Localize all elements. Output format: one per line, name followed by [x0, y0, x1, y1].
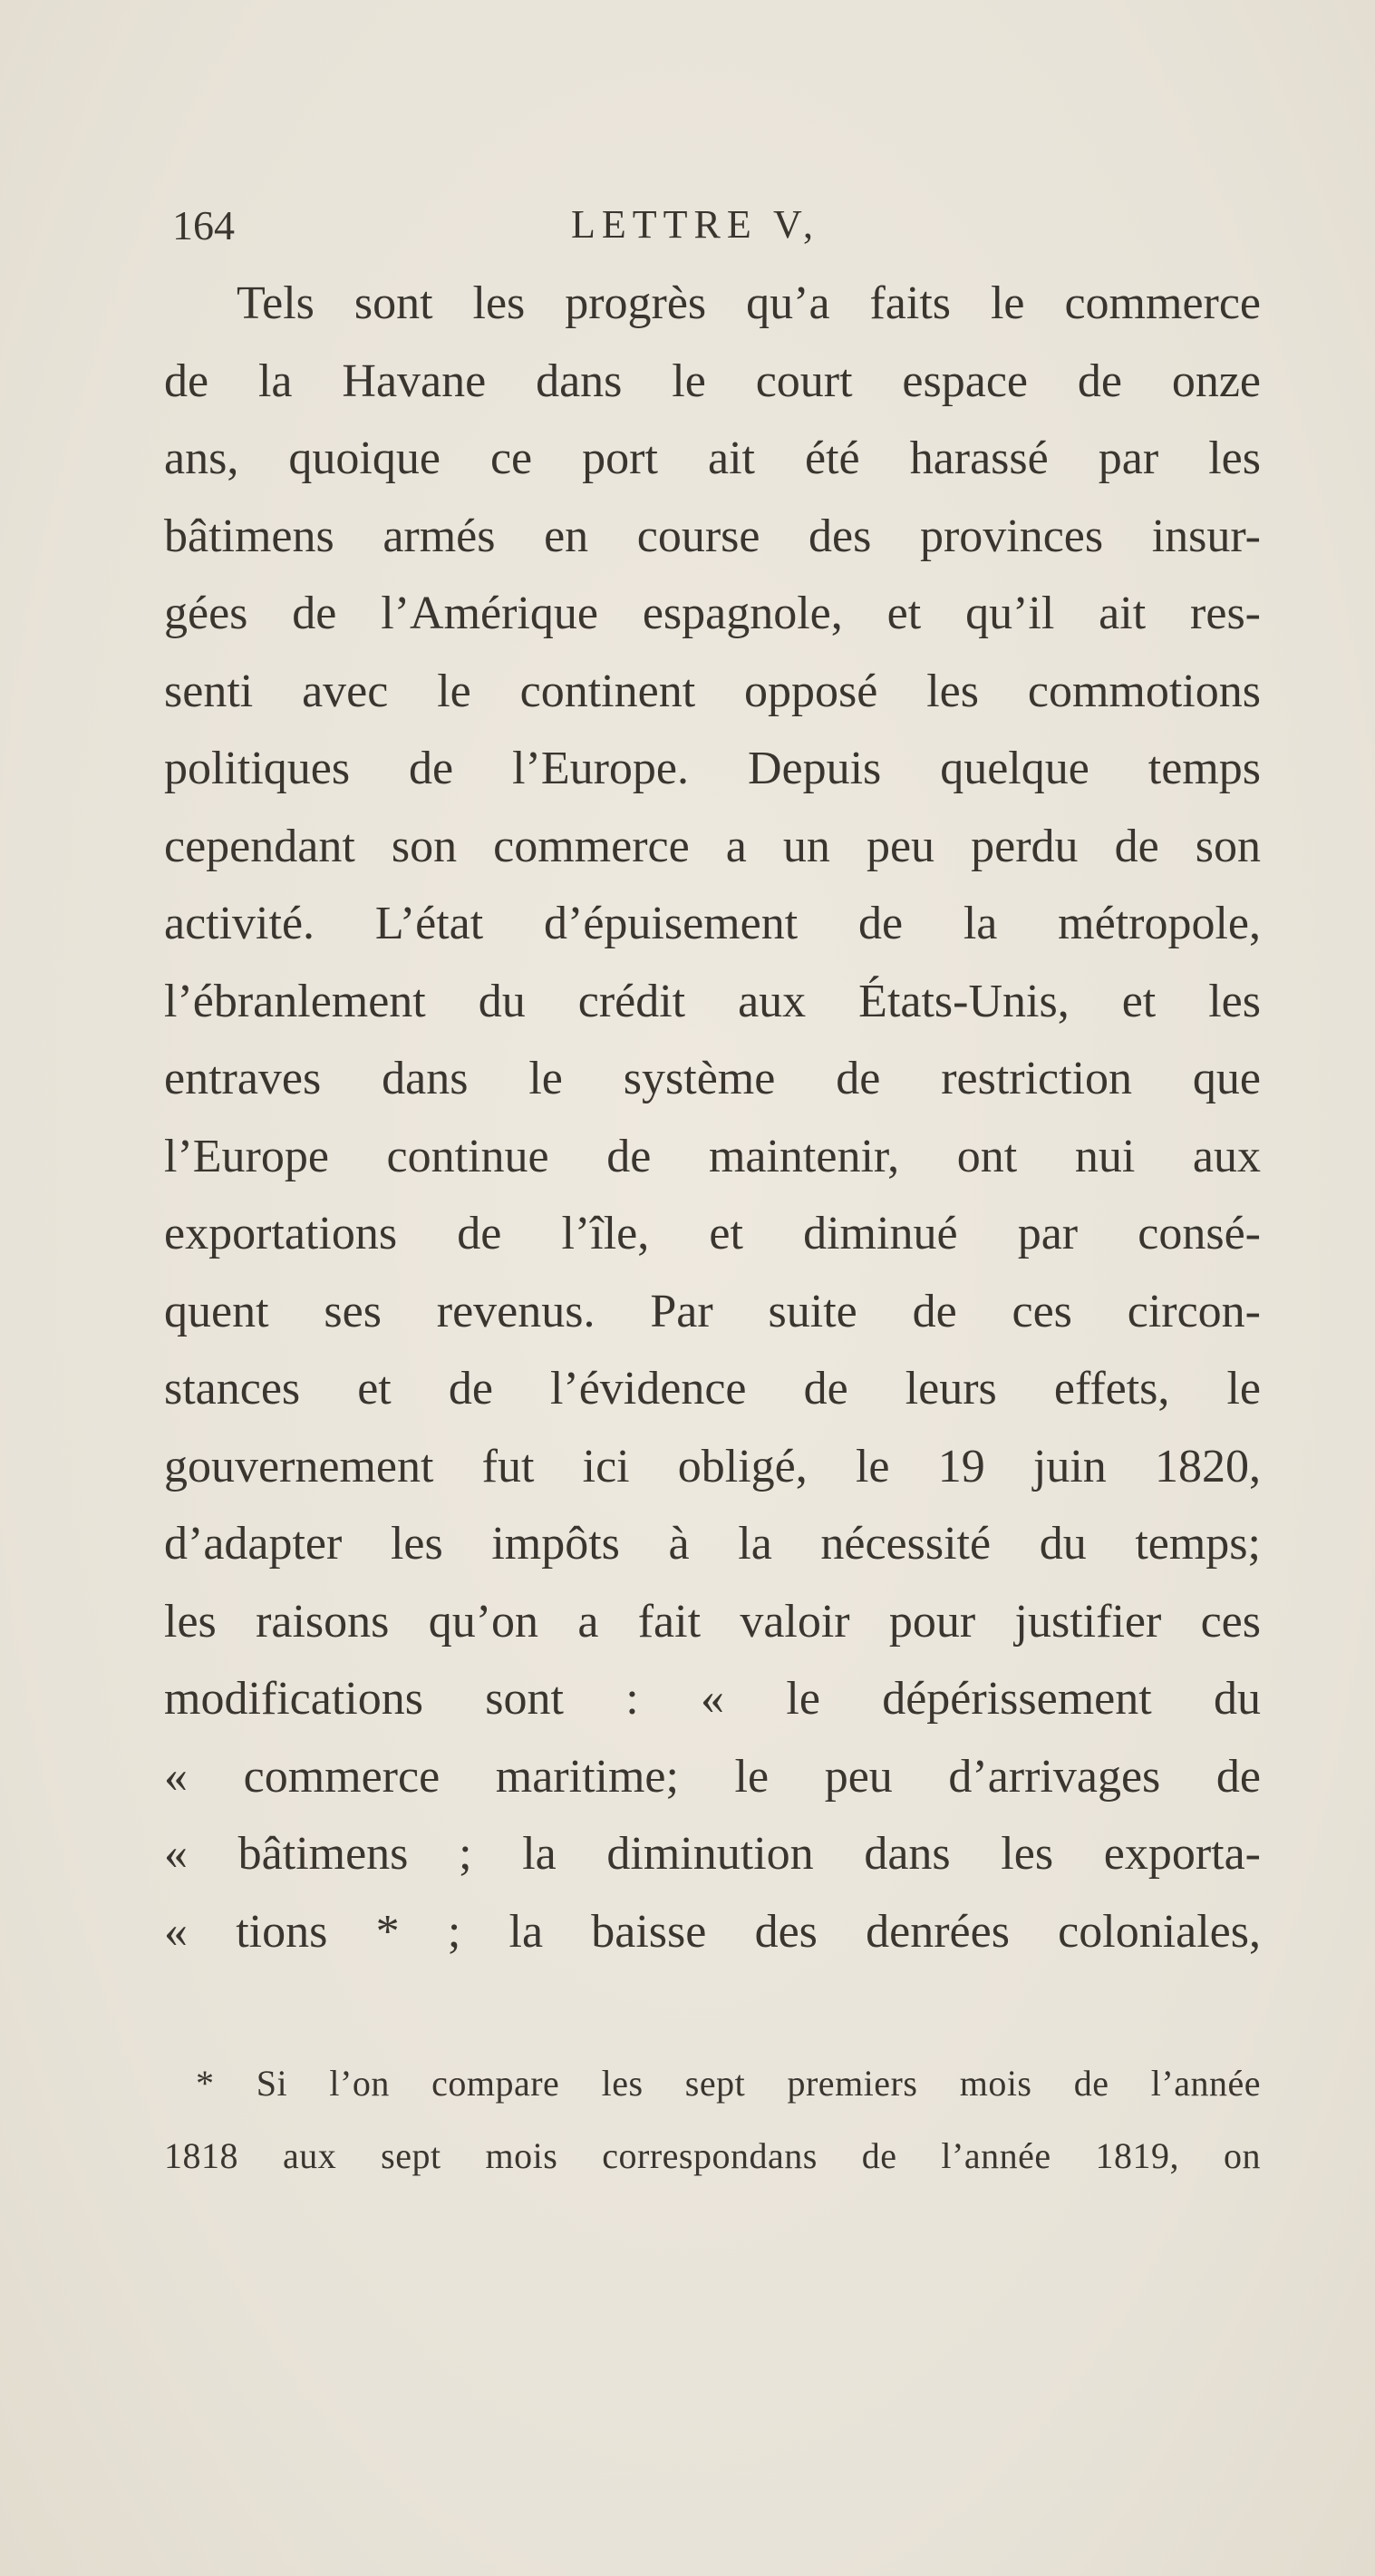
text-line: bâtimens armés en course des provinces insur-: [164, 510, 1261, 562]
footnote-line: 1818 aux sept mois correspondans de l’année 1819, on: [164, 2135, 1261, 2176]
text-line: entraves dans le système de restriction que: [164, 1053, 1261, 1104]
text-line: exportations de l’île, et diminué par consé-: [164, 1208, 1261, 1259]
text-line: « tions * ; la baisse des denrées coloniales,: [164, 1905, 1261, 1958]
text-line: l’ébranlement du crédit aux États-Unis, et les: [164, 975, 1261, 1027]
text-line: d’adapter les impôts à la nécessité du temps;: [164, 1518, 1261, 1570]
running-title: LETTRE V,: [571, 202, 820, 247]
footnote-line: * Si l’on compare les sept premiers mois de l’année: [196, 2063, 1261, 2104]
text-line: quent ses revenus. Par suite de ces circon-: [164, 1285, 1261, 1337]
text-line: activité. L’état d’épuisement de la métropole,: [164, 898, 1261, 949]
text-line: gées de l’Amérique espagnole, et qu’il ait res-: [164, 588, 1261, 639]
text-line: l’Europe continue de maintenir, ont nui aux: [164, 1130, 1261, 1182]
text-line: « commerce maritime; le peu d’arrivages de: [164, 1750, 1261, 1803]
text-line: politiques de l’Europe. Depuis quelque temps: [164, 743, 1261, 794]
body-text: [164, 265, 1261, 1970]
page-header: [172, 201, 1260, 265]
footnote: [164, 2047, 1261, 2192]
text-line: gouvernement fut ici obligé, le 19 juin 1820,: [164, 1440, 1261, 1492]
text-line: cependant son commerce a un peu perdu de son: [164, 820, 1261, 872]
page-number: 164: [172, 202, 235, 248]
text-line: les raisons qu’on a fait valoir pour justifier ces: [164, 1595, 1261, 1648]
text-line: de la Havane dans le court espace de onze: [164, 355, 1261, 407]
text-line: modifications sont : « le dépérissement du: [164, 1673, 1261, 1725]
text-line: stances et de l’évidence de leurs effets, le: [164, 1363, 1261, 1414]
text-line: senti avec le continent opposé les commotions: [164, 665, 1261, 717]
text-line: Tels sont les progrès qu’a faits le commerce: [237, 277, 1261, 329]
text-line: ans, quoique ce port ait été harassé par les: [164, 433, 1261, 484]
text-line: « bâtimens ; la diminution dans les exporta-: [164, 1828, 1261, 1880]
